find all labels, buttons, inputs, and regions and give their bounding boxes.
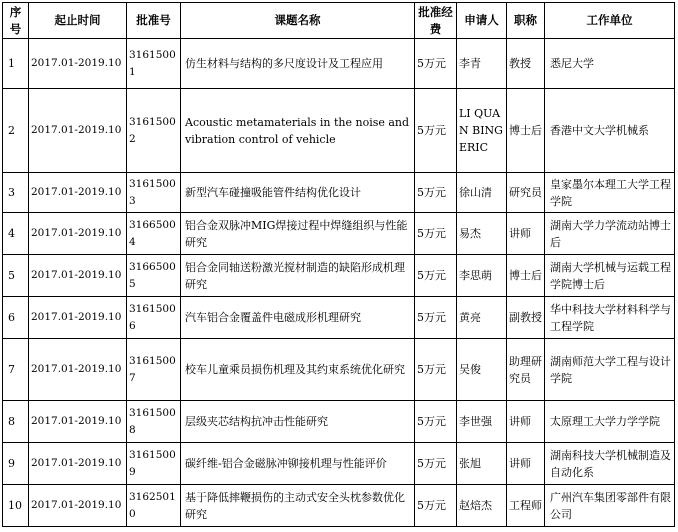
cell-fund: 5万元: [415, 213, 457, 255]
header-title: 课题名称: [181, 3, 415, 39]
cell-fund: 5万元: [415, 401, 457, 443]
cell-code: 31615008: [127, 401, 181, 443]
cell-code: 31615001: [127, 39, 181, 89]
cell-unit: 悉尼大学: [545, 39, 675, 89]
cell-position: 博士后: [507, 255, 545, 297]
cell-time: 2017.01-2019.10: [29, 255, 127, 297]
header-applicant: 申请人: [457, 3, 507, 39]
cell-fund: 5万元: [415, 39, 457, 89]
cell-time: 2017.01-2019.10: [29, 401, 127, 443]
cell-applicant: 易杰: [457, 213, 507, 255]
table-row: [3, 401, 675, 443]
cell-applicant: 吴俊: [457, 339, 507, 401]
cell-applicant: 赵焙杰: [457, 485, 507, 527]
cell-unit: 广州汽车集团零部件有限公司: [545, 485, 675, 527]
cell-position: 研究员: [507, 173, 545, 213]
cell-time: 2017.01-2019.10: [29, 213, 127, 255]
cell-title: 碳纤维-铝合金磁脉冲铆接机理与性能评价: [181, 443, 415, 485]
cell-no: 1: [3, 39, 29, 89]
cell-no: 9: [3, 443, 29, 485]
cell-unit: 香港中文大学机械系: [545, 89, 675, 173]
cell-position: 工程师: [507, 485, 545, 527]
cell-position: 教授: [507, 39, 545, 89]
cell-title: 汽车铝合金覆盖件电磁成形机理研究: [181, 297, 415, 339]
cell-code: 31615006: [127, 297, 181, 339]
cell-fund: 5万元: [415, 89, 457, 173]
cell-position: 博士后: [507, 89, 545, 173]
cell-code: 31615007: [127, 339, 181, 401]
cell-no: 8: [3, 401, 29, 443]
table-row: [3, 173, 675, 213]
header-time: 起止时间: [29, 3, 127, 39]
cell-code: 31665004: [127, 213, 181, 255]
header-row: [3, 3, 675, 39]
cell-no: 3: [3, 173, 29, 213]
cell-title: 校车儿童乘员损伤机理及其约束系统优化研究: [181, 339, 415, 401]
cell-unit: 湖南大学力学流动站博士后: [545, 213, 675, 255]
cell-time: 2017.01-2019.10: [29, 297, 127, 339]
cell-fund: 5万元: [415, 173, 457, 213]
cell-title: 仿生材料与结构的多尺度设计及工程应用: [181, 39, 415, 89]
cell-title: 基于降低摔鞭损伤的主动式安全头枕参数优化研究: [181, 485, 415, 527]
cell-title: 新型汽车碰撞吸能管件结构优化设计: [181, 173, 415, 213]
cell-position: 讲师: [507, 443, 545, 485]
cell-time: 2017.01-2019.10: [29, 485, 127, 527]
cell-applicant: 李青: [457, 39, 507, 89]
cell-time: 2017.01-2019.10: [29, 339, 127, 401]
cell-unit: 湖南师范大学工程与设计学院: [545, 339, 675, 401]
cell-applicant: 徐山清: [457, 173, 507, 213]
cell-code: 31615009: [127, 443, 181, 485]
cell-fund: 5万元: [415, 443, 457, 485]
cell-title: 铝合金同轴送粉激光搅材制造的缺陷形成机理研究: [181, 255, 415, 297]
table-row: [3, 213, 675, 255]
cell-unit: 湖南大学机械与运载工程学院博士后: [545, 255, 675, 297]
header-unit: 工作单位: [545, 3, 675, 39]
table-row: [3, 443, 675, 485]
table-row: [3, 297, 675, 339]
table-row: [3, 255, 675, 297]
cell-title: 层级夹芯结构抗冲击性能研究: [181, 401, 415, 443]
cell-position: 助理研究员: [507, 339, 545, 401]
cell-no: 7: [3, 339, 29, 401]
cell-time: 2017.01-2019.10: [29, 173, 127, 213]
cell-no: 5: [3, 255, 29, 297]
cell-fund: 5万元: [415, 297, 457, 339]
cell-position: 讲师: [507, 401, 545, 443]
cell-code: 31615002: [127, 89, 181, 173]
table-row: [3, 39, 675, 89]
cell-position: 讲师: [507, 213, 545, 255]
cell-applicant: 李世强: [457, 401, 507, 443]
cell-time: 2017.01-2019.10: [29, 443, 127, 485]
table-row: [3, 485, 675, 527]
cell-unit: 湖南科技大学机械制造及自动化系: [545, 443, 675, 485]
cell-code: 31625010: [127, 485, 181, 527]
cell-code: 31665005: [127, 255, 181, 297]
cell-fund: 5万元: [415, 485, 457, 527]
cell-unit: 华中科技大学材料科学与工程学院: [545, 297, 675, 339]
cell-title: 铝合金双脉冲MIG焊接过程中焊缝组织与性能研究: [181, 213, 415, 255]
table-row: [3, 339, 675, 401]
cell-time: 2017.01-2019.10: [29, 89, 127, 173]
cell-no: 4: [3, 213, 29, 255]
cell-applicant: 李思萌: [457, 255, 507, 297]
cell-title: Acoustic metamaterials in the noise and vibration control of vehicle: [181, 89, 415, 173]
cell-applicant: LI QUAN BING ERIC: [457, 89, 507, 173]
table-row: [3, 89, 675, 173]
cell-time: 2017.01-2019.10: [29, 39, 127, 89]
cell-no: 2: [3, 89, 29, 173]
header-no: 序号: [3, 3, 29, 39]
cell-applicant: 张旭: [457, 443, 507, 485]
header-position: 职称: [507, 3, 545, 39]
cell-fund: 5万元: [415, 255, 457, 297]
cell-position: 副教授: [507, 297, 545, 339]
header-fund: 批准经费: [415, 3, 457, 39]
cell-fund: 5万元: [415, 339, 457, 401]
cell-no: 6: [3, 297, 29, 339]
cell-unit: 皇家墨尔本理工大学工程学院: [545, 173, 675, 213]
cell-applicant: 黄亮: [457, 297, 507, 339]
cell-unit: 太原理工大学力学学院: [545, 401, 675, 443]
cell-no: 10: [3, 485, 29, 527]
header-code: 批准号: [127, 3, 181, 39]
project-table: [2, 2, 675, 527]
cell-code: 31615003: [127, 173, 181, 213]
